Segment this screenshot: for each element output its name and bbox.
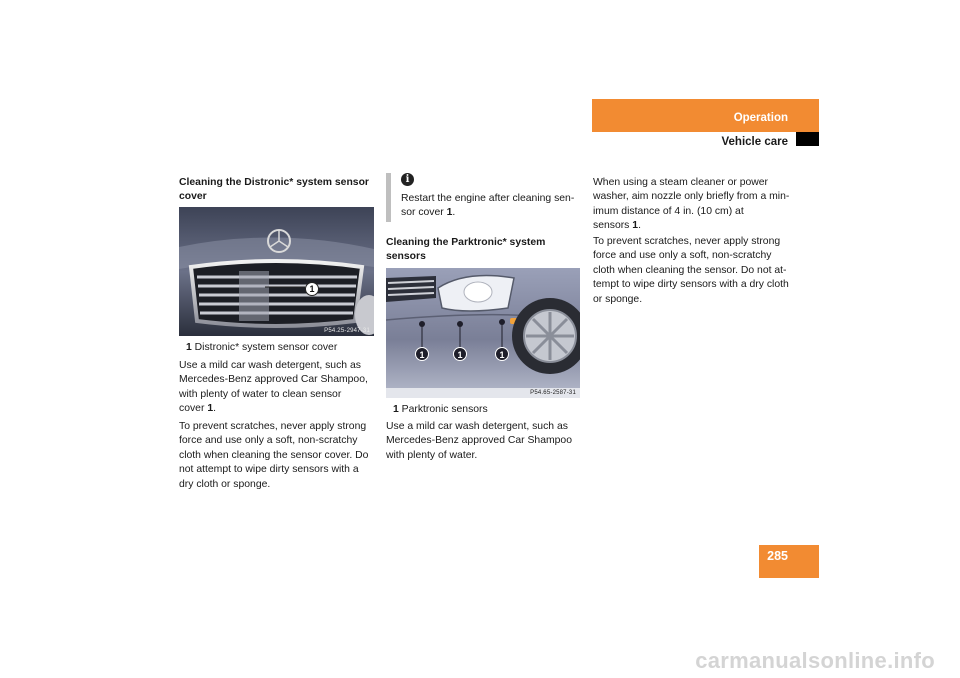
para-word: cover bbox=[179, 403, 205, 415]
note-line bbox=[401, 206, 581, 220]
para-line bbox=[593, 219, 798, 233]
callout-sensor-right: 1 bbox=[495, 347, 509, 361]
callout-sensor-cover: 1 bbox=[305, 282, 319, 296]
ref-number: 1 bbox=[632, 220, 639, 232]
page-number: 285 bbox=[767, 549, 788, 563]
ref-number: 1 bbox=[446, 207, 453, 219]
distronic-paragraph-1 bbox=[179, 359, 377, 417]
legend-text: Distronic* system sensor cover bbox=[194, 342, 338, 353]
steam-cleaner-paragraph bbox=[593, 176, 798, 234]
para-line: Mercedes-Benz approved Car Shampoo, bbox=[179, 374, 368, 386]
distronic-heading: Cleaning the Distronic* system sensor cover bbox=[179, 177, 369, 203]
image-reference: P54.25-2947-31 bbox=[324, 328, 370, 334]
header-marker bbox=[796, 132, 819, 146]
bumper-illustration bbox=[386, 268, 580, 398]
image-reference: P54.65-2587-31 bbox=[530, 390, 576, 396]
para-line: imum distance of 4 in. (10 cm) at bbox=[593, 205, 744, 217]
note-bar bbox=[386, 173, 391, 222]
para-line bbox=[179, 402, 377, 416]
para-punct: . bbox=[638, 220, 641, 232]
subsection-title: Vehicle care bbox=[721, 136, 788, 148]
info-icon: i bbox=[401, 173, 414, 186]
ref-number: 1 bbox=[207, 403, 214, 415]
note-punct: . bbox=[452, 207, 456, 219]
restart-note bbox=[401, 192, 581, 221]
note-line: Restart the engine after cleaning sen- bbox=[401, 193, 575, 204]
distronic-paragraph-2: To prevent scratches, never apply strong force and use only a soft, non-scratchy cloth when cleaning the sensor cover. Do not attempt to wipe dirty sensors with a dry cloth or sponge. bbox=[179, 421, 369, 490]
para-line: Use a mild car wash detergent, such as bbox=[179, 360, 361, 371]
para-line: with plenty of water to clean sensor bbox=[179, 388, 342, 400]
distronic-legend bbox=[186, 341, 376, 355]
parktronic-paragraph-1: Use a mild car wash detergent, such as Mercedes-Benz approved Car Shampoo with plenty of water. bbox=[386, 421, 572, 461]
legend-number: 1 bbox=[393, 404, 399, 415]
legend-text: Parktronic sensors bbox=[401, 404, 488, 415]
para-line: washer, aim nozzle only briefly from a min- bbox=[593, 191, 790, 203]
para-line: When using a steam cleaner or power bbox=[593, 177, 768, 188]
distronic-image bbox=[179, 207, 374, 336]
parktronic-heading: Cleaning the Parktronic* system sensors bbox=[386, 237, 546, 263]
section-title: Operation bbox=[733, 112, 788, 124]
para-word: sensors bbox=[593, 220, 630, 232]
note-word: sor cover bbox=[401, 207, 444, 219]
para-punct: . bbox=[213, 403, 216, 415]
callout-sensor-middle: 1 bbox=[453, 347, 467, 361]
parktronic-image bbox=[386, 268, 580, 398]
watermark-text: carmanualsonline.info bbox=[695, 648, 935, 673]
legend-number: 1 bbox=[186, 342, 192, 353]
grille-illustration bbox=[179, 207, 374, 336]
parktronic-legend bbox=[393, 403, 573, 417]
scratch-warning-paragraph: To prevent scratches, never apply strong force and use only a soft, non-scratchy cloth when cleaning the sensor. Do not at-tempt to wipe dirty sensors with a dry cloth or sponge. bbox=[593, 236, 789, 305]
callout-sensor-left: 1 bbox=[415, 347, 429, 361]
